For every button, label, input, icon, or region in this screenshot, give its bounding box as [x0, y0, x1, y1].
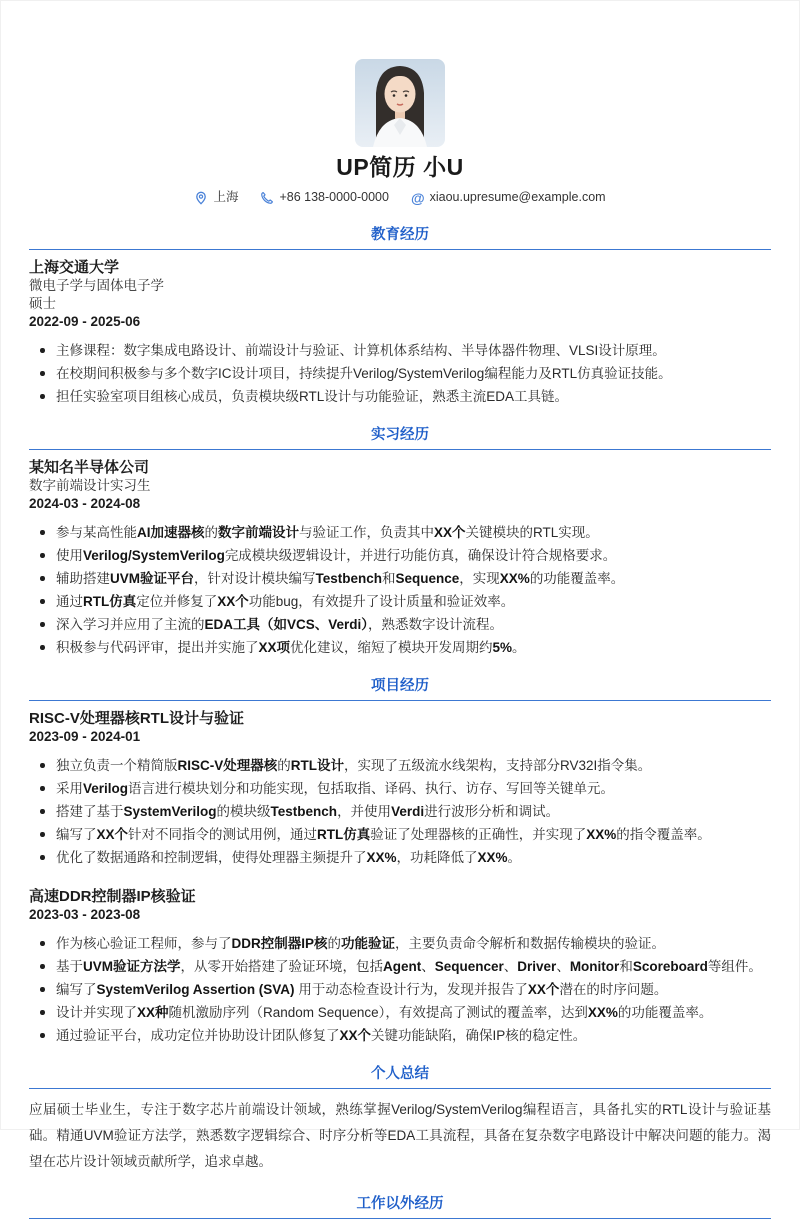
- bullet-item: 独立负责一个精简版RISC-V处理器核的RTL设计，实现了五级流水线架构，支持部分RV32I指令集。: [29, 756, 771, 775]
- contact-location: [194, 189, 238, 206]
- education-dates: 2022-09 - 2025-06: [29, 314, 141, 329]
- education-bullet-list: [29, 341, 771, 406]
- project-entry-ddr: [29, 887, 771, 1045]
- internship-dates: 2024-03 - 2024-08: [29, 496, 141, 511]
- bullet-item: 编写了XX个针对不同指令的测试用例，通过RTL仿真验证了处理器核的正确性，并实现了XX%的指令覆盖率。: [29, 825, 771, 844]
- profile-photo-illustration: [355, 59, 445, 147]
- bullet-item: 主修课程：数字集成电路设计、前端设计与验证、计算机体系结构、半导体器件物理、VLSI设计原理。: [29, 341, 771, 360]
- section-internship: [29, 426, 771, 657]
- bullet-item: 辅助搭建UVM验证平台，针对设计模块编写Testbench和Sequence，实现XX%的功能覆盖率。: [29, 569, 771, 588]
- resume-header: [29, 59, 771, 206]
- section-title-summary: 个人总结: [29, 1065, 771, 1089]
- bullet-item: 通过验证平台，成功定位并协助设计团队修复了XX个关键功能缺陷，确保IP核的稳定性。: [29, 1026, 771, 1045]
- project-bullet-list: [29, 934, 771, 1045]
- bullet-item: 编写了SystemVerilog Assertion (SVA) 用于动态检查设计行为，发现并报告了XX个潜在的时序问题。: [29, 980, 771, 999]
- project-dates: 2023-03 - 2023-08: [29, 907, 141, 922]
- bullet-item: 深入学习并应用了主流的EDA工具（如VCS、Verdi），熟悉数字设计流程。: [29, 615, 771, 634]
- contact-row: [29, 189, 771, 206]
- education-school: 上海交通大学: [29, 259, 120, 276]
- project-name: RISC-V处理器核RTL设计与验证: [29, 710, 244, 727]
- section-projects: [29, 677, 771, 1045]
- internship-bullet-list: [29, 523, 771, 657]
- bullet-item: 基于UVM验证方法学，从零开始搭建了验证环境，包括Agent、Sequencer、Driver、Monitor和Scoreboard等组件。: [29, 957, 771, 976]
- resume-page: [1, 1, 799, 1219]
- project-entry-riscv: [29, 709, 771, 867]
- bullet-item: 积极参与代码评审，提出并实施了XX项优化建议，缩短了模块开发周期约5%。: [29, 638, 771, 657]
- bullet-item: 采用Verilog语言进行模块划分和功能实现，包括取指、译码、执行、访存、写回等关键单元。: [29, 779, 771, 798]
- project-name: 高速DDR控制器IP核验证: [29, 888, 196, 905]
- contact-phone: [260, 189, 388, 206]
- location-pin-icon: [194, 191, 208, 205]
- section-title-projects: 项目经历: [29, 677, 771, 701]
- bullet-item: 通过RTL仿真定位并修复了XX个功能bug，有效提升了设计质量和验证效率。: [29, 592, 771, 611]
- section-title-extra: 工作以外经历: [29, 1195, 771, 1219]
- bullet-item: 作为核心验证工程师，参与了DDR控制器IP核的功能验证，主要负责命令解析和数据传输模块的验证。: [29, 934, 771, 953]
- contact-phone-label: +86 138-0000-0000: [279, 190, 389, 204]
- bullet-item: 使用Verilog/SystemVerilog完成模块级逻辑设计，并进行功能仿真，确保设计符合规格要求。: [29, 546, 771, 565]
- project-dates: 2023-09 - 2024-01: [29, 729, 141, 744]
- contact-email-label: xiaou.upresume@example.com: [429, 190, 606, 204]
- section-title-internship: 实习经历: [29, 426, 771, 450]
- education-degree: 硕士: [29, 296, 56, 311]
- section-extra: [29, 1195, 771, 1219]
- bullet-item: 搭建了基于SystemVerilog的模块级Testbench，并使用Verdi进行波形分析和调试。: [29, 802, 771, 821]
- summary-paragraph: 应届硕士毕业生，专注于数字芯片前端设计领域，熟练掌握Verilog/SystemVerilog编程语言，具备扎实的RTL设计与验证基础。精通UVM验证方法学，熟悉数字逻辑综合、时序分析等EDA工具流程，具备在复杂数字电路设计中解决问题的能力。渴望在芯片设计领域贡献所学，追求卓越。: [29, 1102, 771, 1169]
- project-bullet-list: [29, 756, 771, 867]
- internship-role: 数字前端设计实习生: [29, 478, 151, 493]
- email-at-icon: @: [410, 189, 425, 206]
- bullet-item: 在校期间积极参与多个数字IC设计项目，持续提升Verilog/SystemVerilog编程能力及RTL仿真验证技能。: [29, 364, 771, 383]
- bullet-item: 担任实验室项目组核心成员，负责模块级RTL设计与功能验证，熟悉主流EDA工具链。: [29, 387, 771, 406]
- profile-photo: [355, 59, 445, 147]
- candidate-name: UP简历 小U: [336, 154, 464, 180]
- contact-email: [411, 189, 606, 206]
- internship-company: 某知名半导体公司: [29, 459, 150, 476]
- bullet-item: 设计并实现了XX种随机激励序列（Random Sequence），有效提高了测试的覆盖率，达到XX%的功能覆盖率。: [29, 1003, 771, 1022]
- bullet-item: 参与某高性能AI加速器核的数字前端设计与验证工作，负责其中XX个关键模块的RTL实现。: [29, 523, 771, 542]
- section-education: [29, 226, 771, 406]
- education-major: 微电子学与固体电子学: [29, 278, 164, 293]
- phone-icon: [260, 191, 274, 205]
- section-summary: [29, 1065, 771, 1175]
- contact-location-label: 上海: [213, 190, 239, 204]
- bullet-item: 优化了数据通路和控制逻辑，使得处理器主频提升了XX%，功耗降低了XX%。: [29, 848, 771, 867]
- section-title-education: 教育经历: [29, 226, 771, 250]
